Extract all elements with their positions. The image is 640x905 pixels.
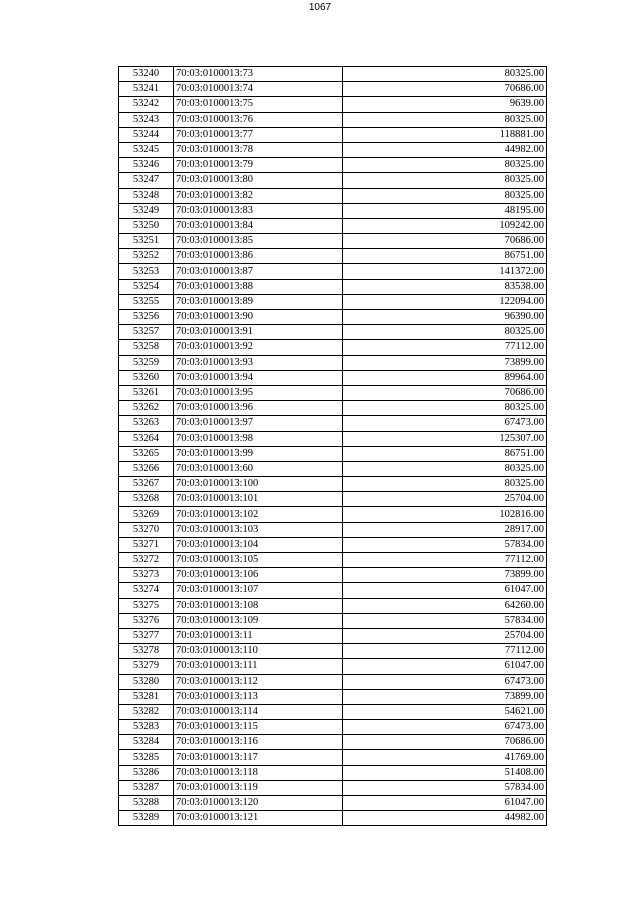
cadastral-value-cell: 70686.00 [343, 385, 547, 400]
cadastral-value-cell: 48195.00 [343, 203, 547, 218]
table-row [119, 613, 547, 628]
table-row [119, 234, 547, 249]
cadastral-value-cell: 67473.00 [343, 674, 547, 689]
row-number-cell: 53241 [119, 82, 174, 97]
cadastral-value-cell: 64260.00 [343, 598, 547, 613]
cadastral-value-cell: 102816.00 [343, 507, 547, 522]
table-row [119, 477, 547, 492]
row-number-cell: 53284 [119, 735, 174, 750]
row-number-cell: 53279 [119, 659, 174, 674]
table-row [119, 568, 547, 583]
row-number-cell: 53259 [119, 355, 174, 370]
cadastral-value-cell: 57834.00 [343, 613, 547, 628]
cadastral-number-cell: 70:03:0100013:89 [174, 294, 343, 309]
table-row [119, 127, 547, 142]
table-row [119, 659, 547, 674]
cadastral-number-cell: 70:03:0100013:78 [174, 142, 343, 157]
table-row [119, 537, 547, 552]
row-number-cell: 53286 [119, 765, 174, 780]
cadastral-number-cell: 70:03:0100013:117 [174, 750, 343, 765]
row-number-cell: 53265 [119, 446, 174, 461]
table-row [119, 158, 547, 173]
table-row [119, 67, 547, 82]
table-row [119, 370, 547, 385]
cadastral-number-cell: 70:03:0100013:101 [174, 492, 343, 507]
table-row [119, 431, 547, 446]
cadastral-number-cell: 70:03:0100013:97 [174, 416, 343, 431]
cadastral-number-cell: 70:03:0100013:11 [174, 628, 343, 643]
cadastral-number-cell: 70:03:0100013:73 [174, 67, 343, 82]
cadastral-value-cell: 109242.00 [343, 218, 547, 233]
cadastral-value-cell: 80325.00 [343, 401, 547, 416]
cadastral-number-cell: 70:03:0100013:91 [174, 325, 343, 340]
cadastral-value-cell: 80325.00 [343, 173, 547, 188]
row-number-cell: 53256 [119, 310, 174, 325]
table-row [119, 583, 547, 598]
cadastral-number-cell: 70:03:0100013:77 [174, 127, 343, 142]
row-number-cell: 53274 [119, 583, 174, 598]
row-number-cell: 53270 [119, 522, 174, 537]
row-number-cell: 53285 [119, 750, 174, 765]
cadastral-value-cell: 77112.00 [343, 644, 547, 659]
table-row [119, 173, 547, 188]
cadastral-number-cell: 70:03:0100013:110 [174, 644, 343, 659]
cadastral-number-cell: 70:03:0100013:115 [174, 720, 343, 735]
row-number-cell: 53250 [119, 218, 174, 233]
table-row [119, 249, 547, 264]
row-number-cell: 53287 [119, 780, 174, 795]
table-row [119, 507, 547, 522]
row-number-cell: 53260 [119, 370, 174, 385]
row-number-cell: 53267 [119, 477, 174, 492]
cadastral-value-cell: 67473.00 [343, 416, 547, 431]
cadastral-number-cell: 70:03:0100013:84 [174, 218, 343, 233]
row-number-cell: 53283 [119, 720, 174, 735]
row-number-cell: 53278 [119, 644, 174, 659]
cadastral-value-cell: 141372.00 [343, 264, 547, 279]
cadastral-number-cell: 70:03:0100013:94 [174, 370, 343, 385]
cadastral-value-cell: 57834.00 [343, 537, 547, 552]
cadastral-number-cell: 70:03:0100013:83 [174, 203, 343, 218]
cadastral-number-cell: 70:03:0100013:96 [174, 401, 343, 416]
cadastral-number-cell: 70:03:0100013:87 [174, 264, 343, 279]
table-row [119, 674, 547, 689]
row-number-cell: 53281 [119, 689, 174, 704]
cadastral-number-cell: 70:03:0100013:121 [174, 811, 343, 826]
cadastral-number-cell: 70:03:0100013:104 [174, 537, 343, 552]
table-row [119, 492, 547, 507]
cadastral-value-cell: 44982.00 [343, 142, 547, 157]
cadastral-number-cell: 70:03:0100013:116 [174, 735, 343, 750]
row-number-cell: 53277 [119, 628, 174, 643]
cadastral-value-cell: 25704.00 [343, 628, 547, 643]
table-row [119, 553, 547, 568]
cadastral-value-cell: 61047.00 [343, 659, 547, 674]
table-row [119, 294, 547, 309]
cadastral-value-cell: 80325.00 [343, 325, 547, 340]
cadastral-value-table [118, 66, 547, 826]
cadastral-number-cell: 70:03:0100013:93 [174, 355, 343, 370]
table-row [119, 385, 547, 400]
cadastral-number-cell: 70:03:0100013:95 [174, 385, 343, 400]
cadastral-number-cell: 70:03:0100013:119 [174, 780, 343, 795]
row-number-cell: 53257 [119, 325, 174, 340]
table-row [119, 811, 547, 826]
table-row [119, 355, 547, 370]
row-number-cell: 53246 [119, 158, 174, 173]
cadastral-number-cell: 70:03:0100013:109 [174, 613, 343, 628]
row-number-cell: 53253 [119, 264, 174, 279]
table-row [119, 97, 547, 112]
table-row [119, 461, 547, 476]
cadastral-value-cell: 80325.00 [343, 158, 547, 173]
row-number-cell: 53262 [119, 401, 174, 416]
table-row [119, 188, 547, 203]
row-number-cell: 53255 [119, 294, 174, 309]
table-row [119, 689, 547, 704]
cadastral-number-cell: 70:03:0100013:103 [174, 522, 343, 537]
table-row [119, 522, 547, 537]
cadastral-value-cell: 44982.00 [343, 811, 547, 826]
cadastral-number-cell: 70:03:0100013:120 [174, 796, 343, 811]
cadastral-number-cell: 70:03:0100013:60 [174, 461, 343, 476]
row-number-cell: 53269 [119, 507, 174, 522]
cadastral-value-cell: 86751.00 [343, 249, 547, 264]
cadastral-number-cell: 70:03:0100013:113 [174, 689, 343, 704]
row-number-cell: 53252 [119, 249, 174, 264]
table-row [119, 780, 547, 795]
table-row [119, 628, 547, 643]
cadastral-number-cell: 70:03:0100013:114 [174, 704, 343, 719]
row-number-cell: 53254 [119, 279, 174, 294]
cadastral-number-cell: 70:03:0100013:80 [174, 173, 343, 188]
cadastral-value-cell: 89964.00 [343, 370, 547, 385]
row-number-cell: 53251 [119, 234, 174, 249]
row-number-cell: 53248 [119, 188, 174, 203]
cadastral-number-cell: 70:03:0100013:106 [174, 568, 343, 583]
row-number-cell: 53280 [119, 674, 174, 689]
cadastral-value-cell: 77112.00 [343, 340, 547, 355]
cadastral-value-cell: 51408.00 [343, 765, 547, 780]
row-number-cell: 53289 [119, 811, 174, 826]
cadastral-value-cell: 9639.00 [343, 97, 547, 112]
cadastral-value-cell: 118881.00 [343, 127, 547, 142]
cadastral-value-cell: 96390.00 [343, 310, 547, 325]
table-row [119, 644, 547, 659]
cadastral-value-cell: 61047.00 [343, 796, 547, 811]
cadastral-value-cell: 83538.00 [343, 279, 547, 294]
table-row [119, 142, 547, 157]
table-row [119, 720, 547, 735]
row-number-cell: 53276 [119, 613, 174, 628]
table-row [119, 446, 547, 461]
cadastral-number-cell: 70:03:0100013:82 [174, 188, 343, 203]
cadastral-value-cell: 67473.00 [343, 720, 547, 735]
table-row [119, 796, 547, 811]
cadastral-value-cell: 80325.00 [343, 477, 547, 492]
row-number-cell: 53245 [119, 142, 174, 157]
cadastral-value-cell: 77112.00 [343, 553, 547, 568]
cadastral-value-cell: 122094.00 [343, 294, 547, 309]
table-row [119, 765, 547, 780]
row-number-cell: 53273 [119, 568, 174, 583]
cadastral-number-cell: 70:03:0100013:86 [174, 249, 343, 264]
row-number-cell: 53282 [119, 704, 174, 719]
cadastral-value-cell: 57834.00 [343, 780, 547, 795]
row-number-cell: 53271 [119, 537, 174, 552]
cadastral-number-cell: 70:03:0100013:90 [174, 310, 343, 325]
row-number-cell: 53266 [119, 461, 174, 476]
cadastral-value-cell: 73899.00 [343, 355, 547, 370]
row-number-cell: 53264 [119, 431, 174, 446]
cadastral-value-cell: 80325.00 [343, 461, 547, 476]
row-number-cell: 53243 [119, 112, 174, 127]
table-row [119, 750, 547, 765]
table-row [119, 310, 547, 325]
cadastral-value-cell: 70686.00 [343, 82, 547, 97]
row-number-cell: 53263 [119, 416, 174, 431]
page-number: 1067 [308, 2, 332, 13]
table-row [119, 82, 547, 97]
row-number-cell: 53240 [119, 67, 174, 82]
cadastral-number-cell: 70:03:0100013:118 [174, 765, 343, 780]
cadastral-value-cell: 25704.00 [343, 492, 547, 507]
table-body [119, 67, 547, 826]
row-number-cell: 53244 [119, 127, 174, 142]
table-row [119, 704, 547, 719]
cadastral-number-cell: 70:03:0100013:107 [174, 583, 343, 598]
cadastral-value-cell: 125307.00 [343, 431, 547, 446]
cadastral-value-cell: 73899.00 [343, 689, 547, 704]
cadastral-number-cell: 70:03:0100013:76 [174, 112, 343, 127]
table-row [119, 325, 547, 340]
cadastral-value-cell: 80325.00 [343, 67, 547, 82]
cadastral-value-cell: 28917.00 [343, 522, 547, 537]
row-number-cell: 53242 [119, 97, 174, 112]
cadastral-number-cell: 70:03:0100013:74 [174, 82, 343, 97]
row-number-cell: 53275 [119, 598, 174, 613]
cadastral-number-cell: 70:03:0100013:98 [174, 431, 343, 446]
cadastral-number-cell: 70:03:0100013:100 [174, 477, 343, 492]
table-row [119, 203, 547, 218]
cadastral-value-cell: 86751.00 [343, 446, 547, 461]
cadastral-number-cell: 70:03:0100013:112 [174, 674, 343, 689]
row-number-cell: 53258 [119, 340, 174, 355]
cadastral-number-cell: 70:03:0100013:102 [174, 507, 343, 522]
cadastral-number-cell: 70:03:0100013:108 [174, 598, 343, 613]
cadastral-value-cell: 61047.00 [343, 583, 547, 598]
cadastral-number-cell: 70:03:0100013:88 [174, 279, 343, 294]
table-row [119, 598, 547, 613]
cadastral-number-cell: 70:03:0100013:105 [174, 553, 343, 568]
table-row [119, 340, 547, 355]
cadastral-number-cell: 70:03:0100013:111 [174, 659, 343, 674]
row-number-cell: 53249 [119, 203, 174, 218]
cadastral-value-cell: 70686.00 [343, 735, 547, 750]
cadastral-value-cell: 73899.00 [343, 568, 547, 583]
table-row [119, 416, 547, 431]
cadastral-value-cell: 54621.00 [343, 704, 547, 719]
cadastral-value-cell: 41769.00 [343, 750, 547, 765]
cadastral-number-cell: 70:03:0100013:92 [174, 340, 343, 355]
table-row [119, 735, 547, 750]
table-row [119, 264, 547, 279]
cadastral-number-cell: 70:03:0100013:85 [174, 234, 343, 249]
table-row [119, 401, 547, 416]
cadastral-value-cell: 80325.00 [343, 188, 547, 203]
cadastral-value-cell: 70686.00 [343, 234, 547, 249]
table-row [119, 112, 547, 127]
row-number-cell: 53272 [119, 553, 174, 568]
row-number-cell: 53268 [119, 492, 174, 507]
row-number-cell: 53261 [119, 385, 174, 400]
table-row [119, 218, 547, 233]
cadastral-value-cell: 80325.00 [343, 112, 547, 127]
row-number-cell: 53288 [119, 796, 174, 811]
cadastral-number-cell: 70:03:0100013:79 [174, 158, 343, 173]
row-number-cell: 53247 [119, 173, 174, 188]
cadastral-number-cell: 70:03:0100013:99 [174, 446, 343, 461]
table-row [119, 279, 547, 294]
cadastral-number-cell: 70:03:0100013:75 [174, 97, 343, 112]
